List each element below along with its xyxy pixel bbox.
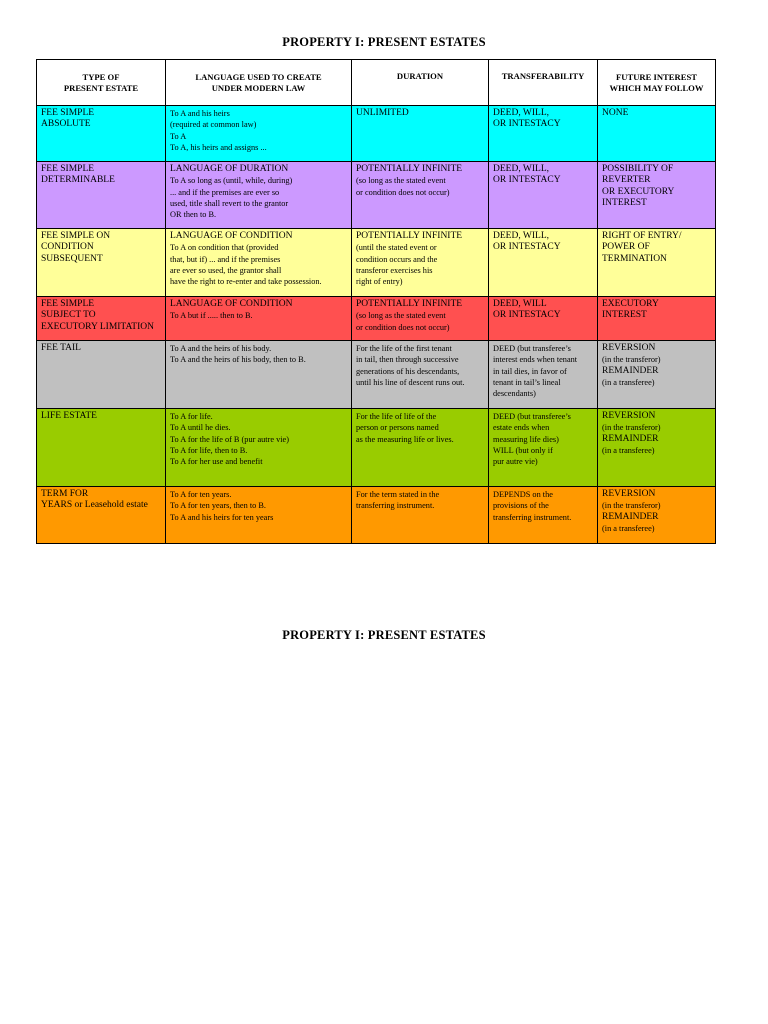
cell-duration-line: or condition does not occur) bbox=[356, 187, 450, 197]
cell-duration bbox=[352, 487, 489, 544]
cell-duration bbox=[352, 409, 489, 487]
cell-duration-line: For the life of life of the bbox=[356, 412, 437, 421]
cell-estate-type-line: LIFE ESTATE bbox=[41, 411, 97, 421]
cell-transferability-line: tenant in tail’s lineal bbox=[493, 377, 561, 387]
cell-estate-type-line: ABSOLUTE bbox=[41, 119, 91, 130]
cell-transferability-line: OR INTESTACY bbox=[493, 175, 561, 186]
cell-estate-type-line: TERM FOR bbox=[41, 489, 89, 499]
cell-creating-language bbox=[166, 297, 352, 341]
cell-duration-line: person or persons named bbox=[356, 423, 439, 433]
cell-duration-line: POTENTIALLY INFINITE bbox=[356, 231, 463, 241]
cell-creating-language-line: To A for ten years. bbox=[170, 490, 232, 499]
cell-future-interest-line: INTEREST bbox=[602, 310, 647, 321]
cell-creating-language bbox=[166, 229, 352, 297]
cell-creating-language-line: To A for her use and benefit bbox=[170, 457, 263, 467]
header-type: TYPE OF PRESENT ESTATE bbox=[37, 60, 166, 106]
cell-duration bbox=[352, 341, 489, 409]
cell-creating-language-line: To A, his heirs and assigns ... bbox=[170, 142, 267, 152]
cell-creating-language-line: To A so long as (until, while, during) bbox=[170, 176, 293, 186]
cell-future-interest-line: REVERSION bbox=[602, 343, 656, 353]
cell-estate-type-line: YEARS or Leasehold estate bbox=[41, 500, 148, 511]
cell-future-interest-line: NONE bbox=[602, 108, 629, 118]
estate-row bbox=[37, 162, 716, 229]
cell-creating-language-line: To A until he dies. bbox=[170, 423, 231, 433]
cell-creating-language-line: To A for life. bbox=[170, 412, 213, 421]
cell-creating-language bbox=[166, 162, 352, 229]
cell-duration-line: (so long as the stated event bbox=[356, 176, 446, 186]
cell-estate-type bbox=[37, 106, 166, 162]
cell-transferability-line: OR INTESTACY bbox=[493, 310, 561, 321]
cell-future-interest-line: EXECUTORY bbox=[602, 299, 659, 309]
cell-future-interest-line: (in a transferee) bbox=[602, 377, 655, 387]
cell-creating-language-line: OR then to B. bbox=[170, 210, 217, 220]
cell-duration-line: POTENTIALLY INFINITE bbox=[356, 164, 463, 174]
cell-future-interest bbox=[598, 341, 716, 409]
cell-transferability bbox=[489, 106, 598, 162]
cell-estate-type-line: EXECUTORY LIMITATION bbox=[41, 321, 154, 332]
cell-transferability-line: DEED (but transferee’s bbox=[493, 344, 571, 353]
cell-duration-line: condition occurs and the bbox=[356, 254, 438, 264]
cell-future-interest-line: (in the transferor) bbox=[602, 355, 661, 365]
cell-estate-type-line: SUBSEQUENT bbox=[41, 253, 103, 264]
cell-duration-line: in tail, then through successive bbox=[356, 355, 459, 365]
cell-creating-language-line: LANGUAGE OF DURATION bbox=[170, 164, 289, 174]
cell-duration bbox=[352, 229, 489, 297]
cell-duration-line: POTENTIALLY INFINITE bbox=[356, 299, 463, 309]
cell-duration-line: UNLIMITED bbox=[356, 108, 409, 118]
cell-creating-language-line: To A and his heirs for ten years bbox=[170, 512, 274, 522]
page-title: PROPERTY I: PRESENT ESTATES bbox=[282, 35, 486, 49]
cell-future-interest-line: (in a transferee) bbox=[602, 445, 655, 455]
estate-row bbox=[37, 229, 716, 297]
cell-duration-line: (so long as the stated event bbox=[356, 311, 446, 321]
cell-creating-language-line: (required at common law) bbox=[170, 120, 257, 130]
cell-future-interest bbox=[598, 297, 716, 341]
cell-future-interest-line: REVERSION bbox=[602, 411, 656, 421]
cell-transferability-line: interest ends when tenant bbox=[493, 355, 578, 365]
cell-estate-type bbox=[37, 229, 166, 297]
cell-transferability-line: DEED, WILL, bbox=[493, 231, 550, 241]
header-transferability: TRANSFERABILITY bbox=[489, 60, 598, 106]
cell-estate-type-line: FEE SIMPLE bbox=[41, 108, 95, 118]
cell-estate-type bbox=[37, 409, 166, 487]
cell-future-interest-line: (in the transferor) bbox=[602, 501, 661, 511]
cell-future-interest-line: REMAINDER bbox=[602, 511, 659, 522]
cell-creating-language-line: To A and his heirs bbox=[170, 109, 230, 118]
cell-creating-language-line: LANGUAGE OF CONDITION bbox=[170, 299, 293, 309]
cell-creating-language-line: To A but if ..... then to B. bbox=[170, 311, 253, 321]
cell-creating-language-line: To A bbox=[170, 131, 187, 141]
estate-row bbox=[37, 341, 716, 409]
cell-creating-language-line: To A for ten years, then to B. bbox=[170, 501, 266, 511]
cell-transferability-line: DEED, WILL, bbox=[493, 108, 550, 118]
cell-duration-line: transferring instrument. bbox=[356, 501, 435, 511]
cell-transferability-line: pur autre vie) bbox=[493, 457, 538, 467]
cell-duration-line: For the life of the first tenant bbox=[356, 344, 452, 353]
cell-future-interest-line: INTEREST bbox=[602, 197, 647, 208]
cell-future-interest bbox=[598, 409, 716, 487]
cell-transferability-line: OR INTESTACY bbox=[493, 242, 561, 253]
cell-creating-language bbox=[166, 409, 352, 487]
cell-transferability-line: transferring instrument. bbox=[493, 512, 572, 522]
cell-estate-type-line: FEE SIMPLE bbox=[41, 299, 95, 309]
cell-future-interest-line: RIGHT OF ENTRY/ bbox=[602, 231, 682, 241]
cell-transferability bbox=[489, 229, 598, 297]
cell-transferability-line: measuring life dies) bbox=[493, 434, 559, 444]
cell-estate-type-line: FEE TAIL bbox=[41, 343, 81, 353]
cell-duration-line: generations of his descendants, bbox=[356, 366, 460, 376]
cell-estate-type bbox=[37, 487, 166, 544]
cell-creating-language-line: To A on condition that (provided bbox=[170, 243, 279, 253]
cell-future-interest-line: (in the transferor) bbox=[602, 423, 661, 433]
cell-future-interest-line: OR EXECUTORY bbox=[602, 186, 675, 197]
cell-creating-language bbox=[166, 487, 352, 544]
cell-transferability-line: in tail dies, in favor of bbox=[493, 366, 567, 376]
page-title-repeat: PROPERTY I: PRESENT ESTATES bbox=[282, 628, 486, 642]
cell-creating-language-line: LANGUAGE OF CONDITION bbox=[170, 231, 293, 241]
cell-creating-language-line: To A for life, then to B. bbox=[170, 445, 248, 455]
cell-transferability bbox=[489, 297, 598, 341]
cell-estate-type-line: FEE SIMPLE bbox=[41, 164, 95, 174]
cell-future-interest-line: POWER OF bbox=[602, 242, 650, 253]
cell-transferability-line: DEPENDS on the bbox=[493, 490, 553, 499]
header-future-interest: FUTURE INTEREST WHICH MAY FOLLOW bbox=[598, 60, 716, 106]
cell-creating-language-line: used, title shall revert to the grantor bbox=[170, 198, 289, 208]
cell-transferability bbox=[489, 487, 598, 544]
cell-future-interest-line: REVERSION bbox=[602, 489, 656, 499]
estate-row bbox=[37, 106, 716, 162]
cell-estate-type-line: CONDITION bbox=[41, 242, 94, 253]
estate-row bbox=[37, 409, 716, 487]
cell-transferability-line: DEED (but transferee’s bbox=[493, 412, 571, 421]
cell-future-interest-line: REMAINDER bbox=[602, 365, 659, 376]
cell-estate-type bbox=[37, 162, 166, 229]
cell-estate-type bbox=[37, 297, 166, 341]
estate-row bbox=[37, 487, 716, 544]
cell-future-interest bbox=[598, 106, 716, 162]
cell-future-interest bbox=[598, 229, 716, 297]
header-language: LANGUAGE USED TO CREATE UNDER MODERN LAW bbox=[166, 60, 352, 106]
cell-estate-type-line: DETERMINABLE bbox=[41, 175, 115, 186]
cell-future-interest-line: TERMINATION bbox=[602, 253, 667, 264]
cell-creating-language bbox=[166, 106, 352, 162]
cell-creating-language-line: have the right to re-enter and take possession. bbox=[170, 277, 322, 287]
cell-creating-language bbox=[166, 341, 352, 409]
cell-transferability bbox=[489, 341, 598, 409]
cell-duration-line: as the measuring life or lives. bbox=[356, 434, 454, 444]
cell-future-interest bbox=[598, 162, 716, 229]
cell-transferability-line: OR INTESTACY bbox=[493, 119, 561, 130]
cell-estate-type-line: FEE SIMPLE ON bbox=[41, 231, 111, 241]
cell-transferability-line: descendants) bbox=[493, 389, 536, 399]
header-duration: DURATION bbox=[352, 60, 489, 106]
cell-future-interest-line: POSSIBILITY OF bbox=[602, 164, 674, 174]
cell-duration bbox=[352, 297, 489, 341]
cell-future-interest bbox=[598, 487, 716, 544]
cell-creating-language-line: To A and the heirs of his body. bbox=[170, 344, 272, 353]
header-row bbox=[37, 60, 716, 106]
cell-duration bbox=[352, 106, 489, 162]
cell-duration-line: (until the stated event or bbox=[356, 243, 437, 253]
cell-transferability-line: DEED, WILL, bbox=[493, 164, 550, 174]
cell-transferability bbox=[489, 409, 598, 487]
present-estates-table bbox=[36, 59, 716, 544]
cell-future-interest-line: (in a transferee) bbox=[602, 523, 655, 533]
cell-future-interest-line: REVERTER bbox=[602, 175, 651, 186]
cell-duration bbox=[352, 162, 489, 229]
cell-duration-line: right of entry) bbox=[356, 277, 403, 287]
cell-creating-language-line: To A and the heirs of his body, then to B. bbox=[170, 355, 306, 365]
cell-creating-language-line: To A for the life of B (pur autre vie) bbox=[170, 434, 289, 444]
cell-duration-line: until his line of descent runs out. bbox=[356, 377, 465, 387]
cell-creating-language-line: ... and if the premises are ever so bbox=[170, 187, 280, 197]
cell-transferability-line: provisions of the bbox=[493, 501, 549, 511]
cell-duration-line: For the term stated in the bbox=[356, 490, 440, 499]
cell-creating-language-line: that, but if) ... and if the premises bbox=[170, 254, 281, 264]
cell-future-interest-line: REMAINDER bbox=[602, 433, 659, 444]
cell-estate-type-line: SUBJECT TO bbox=[41, 310, 96, 321]
estate-row bbox=[37, 297, 716, 341]
cell-transferability-line: DEED, WILL bbox=[493, 299, 547, 309]
cell-transferability-line: WILL (but only if bbox=[493, 445, 553, 455]
cell-estate-type bbox=[37, 341, 166, 409]
cell-duration-line: transferor exercises his bbox=[356, 265, 433, 275]
cell-duration-line: or condition does not occur) bbox=[356, 322, 450, 332]
cell-creating-language-line: are ever so used, the grantor shall bbox=[170, 265, 282, 275]
cell-transferability-line: estate ends when bbox=[493, 423, 550, 433]
cell-transferability bbox=[489, 162, 598, 229]
